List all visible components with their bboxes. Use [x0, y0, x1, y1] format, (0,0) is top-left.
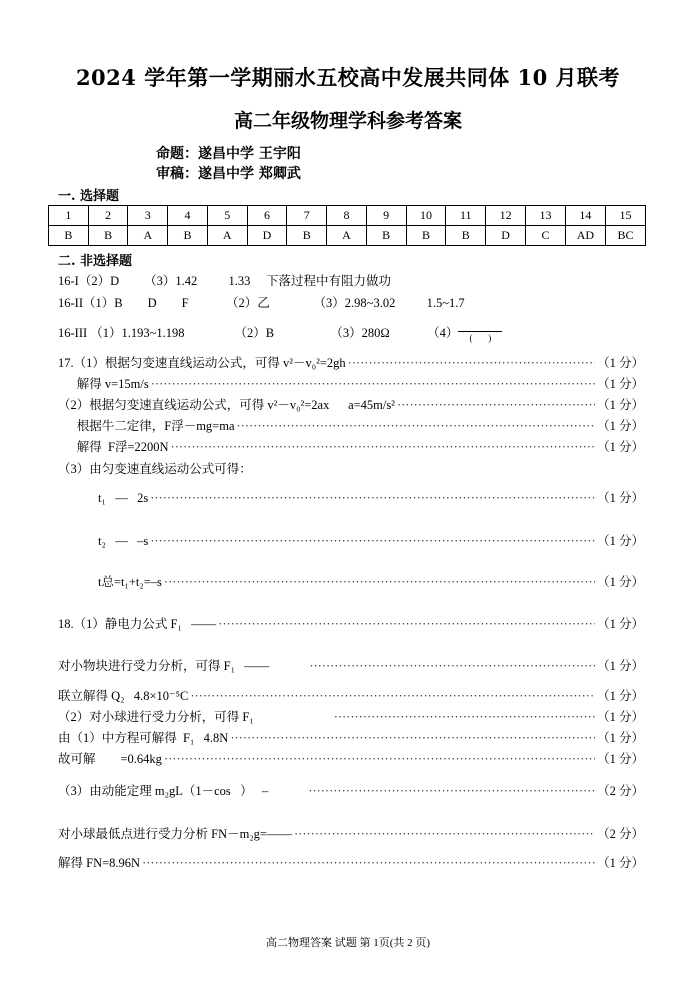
q18-line3-text: 联立解得 Q₂ 4.8×10⁻⁵C: [58, 689, 189, 703]
question-number: 3: [128, 206, 168, 226]
score: （1 分）: [597, 575, 644, 589]
leader-dots: [164, 575, 595, 590]
leader-dots: [150, 534, 595, 549]
q16-part2: 16-II（1）B D F （2）乙 （3）2.98~3.02 1.5~1.7: [58, 296, 465, 310]
q18-line4: [58, 707, 644, 725]
answer-cell: B: [366, 226, 406, 246]
leader-dots: [294, 827, 595, 842]
leader-dots: [230, 731, 595, 746]
q18-line3: [58, 686, 644, 704]
q17-line6: （3）由匀变速直线运动公式可得：: [58, 462, 252, 476]
q18-line1: [58, 614, 644, 632]
q17-line4-text: 根据牛二定律，F浮－mg=ma: [58, 419, 235, 433]
question-number: 7: [287, 206, 327, 226]
q16-part3-text: 16-III （1）1.193~1.198 （2）B （3）280Ω （4）: [58, 326, 459, 340]
answer-cell: B: [88, 226, 128, 246]
q18-line9-text: 解得 FN=8.96N: [58, 856, 141, 870]
leader-dots: [237, 419, 596, 434]
section-nonchoice-heading: 二. 非选择题: [58, 254, 133, 269]
answer-cell: BC: [605, 226, 645, 246]
q16-part1: 16-I（2）D （3）1.42 1.33 下落过程中有阻力做功: [58, 274, 391, 288]
question-number: 12: [486, 206, 526, 226]
q18-line6-text: 故可解 =0.64kg: [58, 752, 162, 766]
leader-dots: [142, 856, 595, 871]
score: （1 分）: [597, 856, 644, 870]
answer-cell: B: [446, 226, 486, 246]
answer-cell: D: [247, 226, 287, 246]
score: （1 分）: [597, 440, 644, 454]
answer-cell: A: [327, 226, 367, 246]
score: （1 分）: [597, 752, 644, 766]
score: （1 分）: [597, 534, 644, 548]
q18-line1-text: 18.（1）静电力公式 F₁ ——: [58, 617, 217, 631]
answer-cell: C: [526, 226, 566, 246]
q16-part3: [58, 323, 502, 343]
exam-title: 2024 学年第一学期丽水五校高中发展共同体 10 月联考: [75, 65, 621, 90]
score: （1 分）: [597, 356, 644, 370]
q17-line2-text: 解得 v=15m/s: [58, 377, 149, 391]
question-number: 15: [605, 206, 645, 226]
question-number: 10: [406, 206, 446, 226]
leader-dots: [348, 356, 595, 371]
question-number: 5: [207, 206, 247, 226]
score: （1 分）: [597, 491, 644, 505]
q16-fraction: [458, 325, 502, 343]
answer-cell: B: [287, 226, 327, 246]
score: （1 分）: [597, 419, 644, 433]
reviewer-line: 审稿：遂昌中学 郑卿武: [156, 166, 301, 182]
answer-cell: A: [207, 226, 247, 246]
leader-dots: [164, 752, 595, 767]
answer-cell: B: [49, 226, 89, 246]
page-footer: 高二物理答案 试题 第 1页(共 2 页): [265, 937, 431, 949]
q17-line7: [98, 488, 644, 506]
score: （1 分）: [597, 617, 644, 631]
answer-cell: AD: [565, 226, 605, 246]
q16-fraction-denominator: ( ): [458, 331, 502, 343]
q17-line3-text: （2）根据匀变速直线运动公式，可得 v²－v₀²=2ax a=45m/s²: [58, 398, 395, 412]
q18-line7-text: （3）由动能定理 m₂gL（1－cos ） –: [58, 784, 269, 798]
question-number: 4: [168, 206, 208, 226]
score: （2 分）: [597, 784, 644, 798]
answer-table: [48, 205, 646, 246]
score: （1 分）: [597, 398, 644, 412]
score: （1 分）: [597, 710, 644, 724]
q17-line5: [58, 437, 644, 455]
q18-line2-text: 对小物块进行受力分析，可得 F₁ ——: [58, 659, 270, 673]
section-choice-heading: 一. 选择题: [58, 189, 120, 204]
question-number: 8: [327, 206, 367, 226]
answer-cell: B: [406, 226, 446, 246]
answer-cell: A: [128, 226, 168, 246]
score: （1 分）: [597, 659, 644, 673]
q18-line2: [58, 656, 644, 674]
q18-line5-text: 由（1）中方程可解得 F₁ 4.8N: [58, 731, 229, 745]
leader-dots: [309, 659, 595, 674]
question-number: 1: [49, 206, 89, 226]
answer-key-subtitle: 高二年级物理学科参考答案: [233, 110, 462, 132]
q17-line9-text: t总=t₁+t₂=–s: [98, 575, 162, 589]
score: （1 分）: [597, 377, 644, 391]
q17-line9: [98, 572, 644, 590]
leader-dots: [171, 440, 596, 455]
q17-line4: [58, 416, 644, 434]
q18-line4-text: （2）对小球进行受力分析，可得 F₁: [58, 710, 254, 724]
answer-cell: D: [486, 226, 526, 246]
question-number: 11: [446, 206, 486, 226]
q18-line8-text: 对小球最低点进行受力分析 FN－m₂g=——: [58, 827, 292, 841]
question-number: 2: [88, 206, 128, 226]
leader-dots: [150, 491, 595, 506]
q18-line5: [58, 728, 644, 746]
q17-line7-text: t₁ — 2s: [98, 491, 149, 505]
score: （1 分）: [597, 689, 644, 703]
question-number: 9: [366, 206, 406, 226]
q18-line9: [58, 853, 644, 871]
leader-dots: [218, 617, 595, 632]
leader-dots: [334, 710, 595, 725]
answer-row: [49, 226, 646, 246]
q17-line8-text: t₂ — –s: [98, 534, 149, 548]
question-number: 6: [247, 206, 287, 226]
q18-line6: [58, 749, 644, 767]
question-number-row: [49, 206, 646, 226]
leader-dots: [397, 398, 595, 413]
answer-cell: B: [168, 226, 208, 246]
q17-line5-text: 解得 F浮=2200N: [58, 440, 169, 454]
q18-line7: [58, 781, 644, 799]
q17-line8: [98, 531, 644, 549]
score: （2 分）: [597, 827, 644, 841]
q18-line8: [58, 824, 644, 842]
leader-dots: [190, 689, 595, 704]
q17-line3: [58, 395, 644, 413]
score: （1 分）: [597, 731, 644, 745]
leader-dots: [308, 784, 595, 799]
q17-line1-text: 17.（1）根据匀变速直线运动公式，可得 v²－v₀²=2gh: [58, 356, 346, 370]
question-number: 14: [565, 206, 605, 226]
q17-line1: [58, 353, 644, 371]
author-line: 命题：遂昌中学 王宇阳: [156, 146, 301, 162]
question-number: 13: [526, 206, 566, 226]
leader-dots: [151, 377, 595, 392]
q17-line2: [58, 374, 644, 392]
